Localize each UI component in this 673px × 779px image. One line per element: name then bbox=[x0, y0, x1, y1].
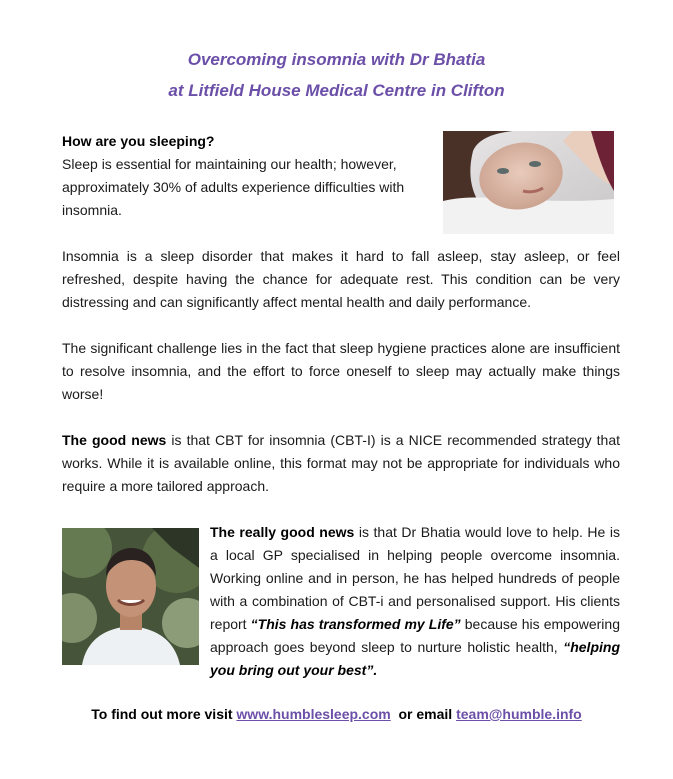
paragraph-insomnia-definition: Insomnia is a sleep disorder that makes it hard to fall asleep, stay asleep, or feel refreshed, despite having the chance for adequate rest. This condition can be very distressing and can significantly affect mental health and daily performance. bbox=[62, 248, 620, 310]
intro-heading: How are you sleeping? bbox=[62, 133, 215, 149]
footer-prefix: To find out more visit bbox=[91, 706, 237, 722]
client-quote: “This has transformed my Life” bbox=[250, 616, 461, 632]
email-link[interactable]: team@humble.info bbox=[456, 706, 582, 722]
doctor-photo bbox=[62, 528, 199, 665]
paragraph-really-good-news bbox=[210, 521, 620, 682]
good-news-lead: The good news bbox=[62, 432, 167, 448]
sleepless-woman-photo bbox=[443, 131, 614, 234]
intro-section bbox=[62, 130, 434, 222]
intro-text: Sleep is essential for maintaining our health; however, approximately 30% of adults experience difficulties with insomnia. bbox=[62, 156, 405, 218]
really-good-news-lead: The really good news bbox=[210, 524, 355, 540]
really-good-news-text2: because his empowering approach goes beyond sleep to nurture holistic health, bbox=[210, 616, 620, 655]
page-title-line1: Overcoming insomnia with Dr Bhatia bbox=[187, 50, 486, 69]
website-link[interactable]: www.humblesleep.com bbox=[236, 706, 391, 722]
good-news-text: is that CBT for insomnia (CBT-I) is a NICE recommended strategy that works. While it is available online, this format may not be appropriate for individuals who require a more tailored approach. bbox=[62, 432, 621, 494]
paragraph-challenge: The significant challenge lies in the fact that sleep hygiene practices alone are insufficient to resolve insomnia, and the effort to force oneself to sleep may actually make things worse! bbox=[62, 340, 620, 402]
closing-quote: “helping you bring out your best”. bbox=[210, 639, 620, 678]
footer-middle: or email bbox=[390, 706, 457, 722]
contact-footer bbox=[0, 706, 673, 722]
really-good-news-text1: is that Dr Bhatia would love to help. He is a local GP specialised in helping people overcome insomnia. Working online and in person, he has helped hundreds of people with a combination of CBT-i and personalised support. His clients report bbox=[210, 524, 620, 632]
page-title-line2: at Litfield House Medical Centre in Clifton bbox=[168, 81, 505, 100]
paragraph-good-news bbox=[62, 429, 620, 498]
